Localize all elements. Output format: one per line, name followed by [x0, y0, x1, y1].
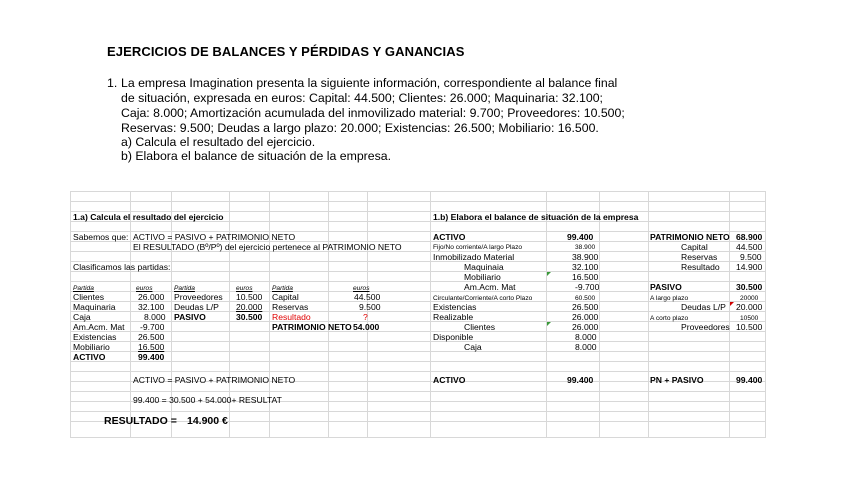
clientes-label: Clientes [464, 322, 496, 332]
largo-label: A largo plazo [650, 295, 689, 302]
question-line: de situación, expresada en euros: Capital: 44.500; Clientes: 26.000; Maquinaria: 32.100; [121, 91, 603, 105]
question-line: Caja: 8.000; Amortización acumulada del inmovilizado material: 9.700; Proveedores: 10.500; [121, 106, 625, 120]
activo-item-value: 26.500 [138, 332, 165, 342]
disponible-label: Disponible [433, 332, 474, 342]
pn-item-name: Resultado [272, 312, 311, 322]
activo-label: ACTIVO [433, 232, 466, 242]
pn-value: 68.900 [736, 232, 763, 242]
circulante-value: 60.500 [575, 295, 596, 302]
pn-item-value: 44.500 [354, 292, 381, 302]
col-euros-activo: euros [136, 285, 153, 292]
activo-total-label: ACTIVO [73, 352, 106, 362]
resultado-label-right: Resultado [681, 262, 720, 272]
right-header: 1.b) Elabora el balance de situación de la empresa [433, 212, 639, 222]
pn-item-name: Reservas [272, 302, 309, 312]
col-euros-pasivo: euros [236, 285, 253, 292]
proveedores-label: Proveedores [681, 322, 730, 332]
formula-text: ACTIVO = PASIVO + PATRIMONIO NETO [133, 232, 296, 242]
resultado-value-right: 14.900 [736, 262, 763, 272]
activo-value: 99.400 [567, 232, 594, 242]
activo-item-name: Mobiliario [73, 342, 110, 352]
clientes-value: 26.000 [572, 322, 599, 332]
question-part-b: b) Elabora el balance de situación de la empresa. [121, 149, 392, 163]
corto-value: 10500 [740, 315, 759, 322]
deudas-label: Deudas L/P [681, 302, 726, 312]
total-activo-label: ACTIVO [433, 375, 466, 385]
amacm-value: -9.700 [575, 282, 600, 292]
question-line: La empresa Imagination presenta la siguiente información, correspondiente al balance final [121, 76, 618, 90]
exercise-title: EJERCICIOS DE BALANCES Y PÉRDIDAS Y GANANCIAS [107, 44, 465, 59]
reservas-label: Reservas [681, 252, 718, 262]
pn-total-label: PATRIMONIO NETO [272, 322, 352, 332]
mobiliario-label: Mobiliario [464, 272, 501, 282]
caja-label: Caja [464, 342, 482, 352]
deudas-value: 20.000 [736, 302, 763, 312]
resultado-value: 14.900 € [187, 415, 228, 427]
col-euros-pn: euros [353, 285, 370, 292]
pn-item-name: Capital [272, 292, 299, 302]
activo-item-name: Am.Acm. Mat [73, 322, 125, 332]
question-number: 1. [107, 76, 118, 90]
col-partida-pn: Partida [272, 285, 293, 292]
activo-item-value: 8.000 [144, 312, 166, 322]
existencias-value: 26.500 [572, 302, 599, 312]
activo-total-value: 99.400 [138, 352, 165, 362]
pasivo-total-label: PASIVO [174, 312, 206, 322]
pasivo-value: 30.500 [736, 282, 763, 292]
sabemos-label: Sabemos que: [73, 232, 129, 242]
disponible-value: 8.000 [575, 332, 597, 342]
pasivo-item-name: Proveedores [174, 292, 223, 302]
resultado-label: RESULTADO = [104, 415, 177, 427]
equation-text: 99.400 = 30.500 + 54.000+ RESULTAT [133, 395, 282, 405]
question-line: Reservas: 9.500; Deudas a largo plazo: 20.000; Existencias: 26.500; Mobiliario: 16.500. [121, 121, 599, 135]
corto-label: A corto plazo [650, 315, 689, 322]
pasivo-label: PASIVO [650, 282, 682, 292]
col-partida-activo: Partida [73, 285, 94, 292]
existencias-label: Existencias [433, 302, 477, 312]
amacm-label: Am.Acm. Mat [464, 282, 516, 292]
activo-item-name: Maquinaria [73, 302, 116, 312]
realizable-value: 26.000 [572, 312, 599, 322]
capital-value: 44.500 [736, 242, 763, 252]
mobiliario-value: 16.500 [572, 272, 599, 282]
activo-item-value: 32.100 [138, 302, 165, 312]
total-pnp-value: 99.400 [736, 375, 763, 385]
pn-item-value: ? [363, 312, 368, 322]
spreadsheet [70, 191, 766, 438]
activo-item-value: -9.700 [140, 322, 165, 332]
fijo-value: 38.900 [575, 244, 596, 251]
activo-item-name: Caja [73, 312, 91, 322]
fijo-label: Fijo/No corriente/A largo Plazo [433, 244, 523, 251]
reservas-value: 9.500 [740, 252, 762, 262]
col-partida-pasivo: Partida [174, 285, 195, 292]
activo-item-value: 26.000 [138, 292, 165, 302]
activo-item-value: 16.500 [138, 342, 165, 352]
activo-item-name: Existencias [73, 332, 117, 342]
pasivo-item-value: 20.000 [236, 302, 263, 312]
pasivo-total-value: 30.500 [236, 312, 263, 322]
inmov-value: 38.900 [572, 252, 599, 262]
pn-item-value: 9.500 [359, 302, 381, 312]
maquinaria-label: Maquinaia [464, 262, 504, 272]
formula-text-2: ACTIVO = PASIVO + PATRIMONIO NETO [133, 375, 296, 385]
circulante-label: Circulante/Corriente/A corto Plazo [433, 295, 533, 302]
pn-label: PATRIMONIO NETO [650, 232, 730, 242]
maquinaria-value: 32.100 [572, 262, 599, 272]
resultado-note: El RESULTADO (Bº/Pº) del ejercicio pertenece al PATRIMONIO NETO [133, 242, 402, 252]
activo-item-name: Clientes [73, 292, 105, 302]
realizable-label: Realizable [433, 312, 474, 322]
inmov-label: Inmobilizado Material [433, 252, 515, 262]
pasivo-item-name: Deudas L/P [174, 302, 219, 312]
left-header: 1.a) Calcula el resultado del ejercicio [73, 212, 224, 222]
question-part-a: a) Calcula el resultado del ejercicio. [121, 135, 316, 149]
clasificamos-label: Clasificamos las partidas: [73, 262, 171, 272]
total-pnp-label: PN + PASIVO [650, 375, 704, 385]
caja-value: 8.000 [575, 342, 597, 352]
pasivo-item-value: 10.500 [236, 292, 263, 302]
total-activo-value: 99.400 [567, 375, 594, 385]
largo-value: 20000 [740, 295, 759, 302]
capital-label: Capital [681, 242, 708, 252]
pn-total-value: 54.000 [353, 322, 380, 332]
proveedores-value: 10.500 [736, 322, 763, 332]
